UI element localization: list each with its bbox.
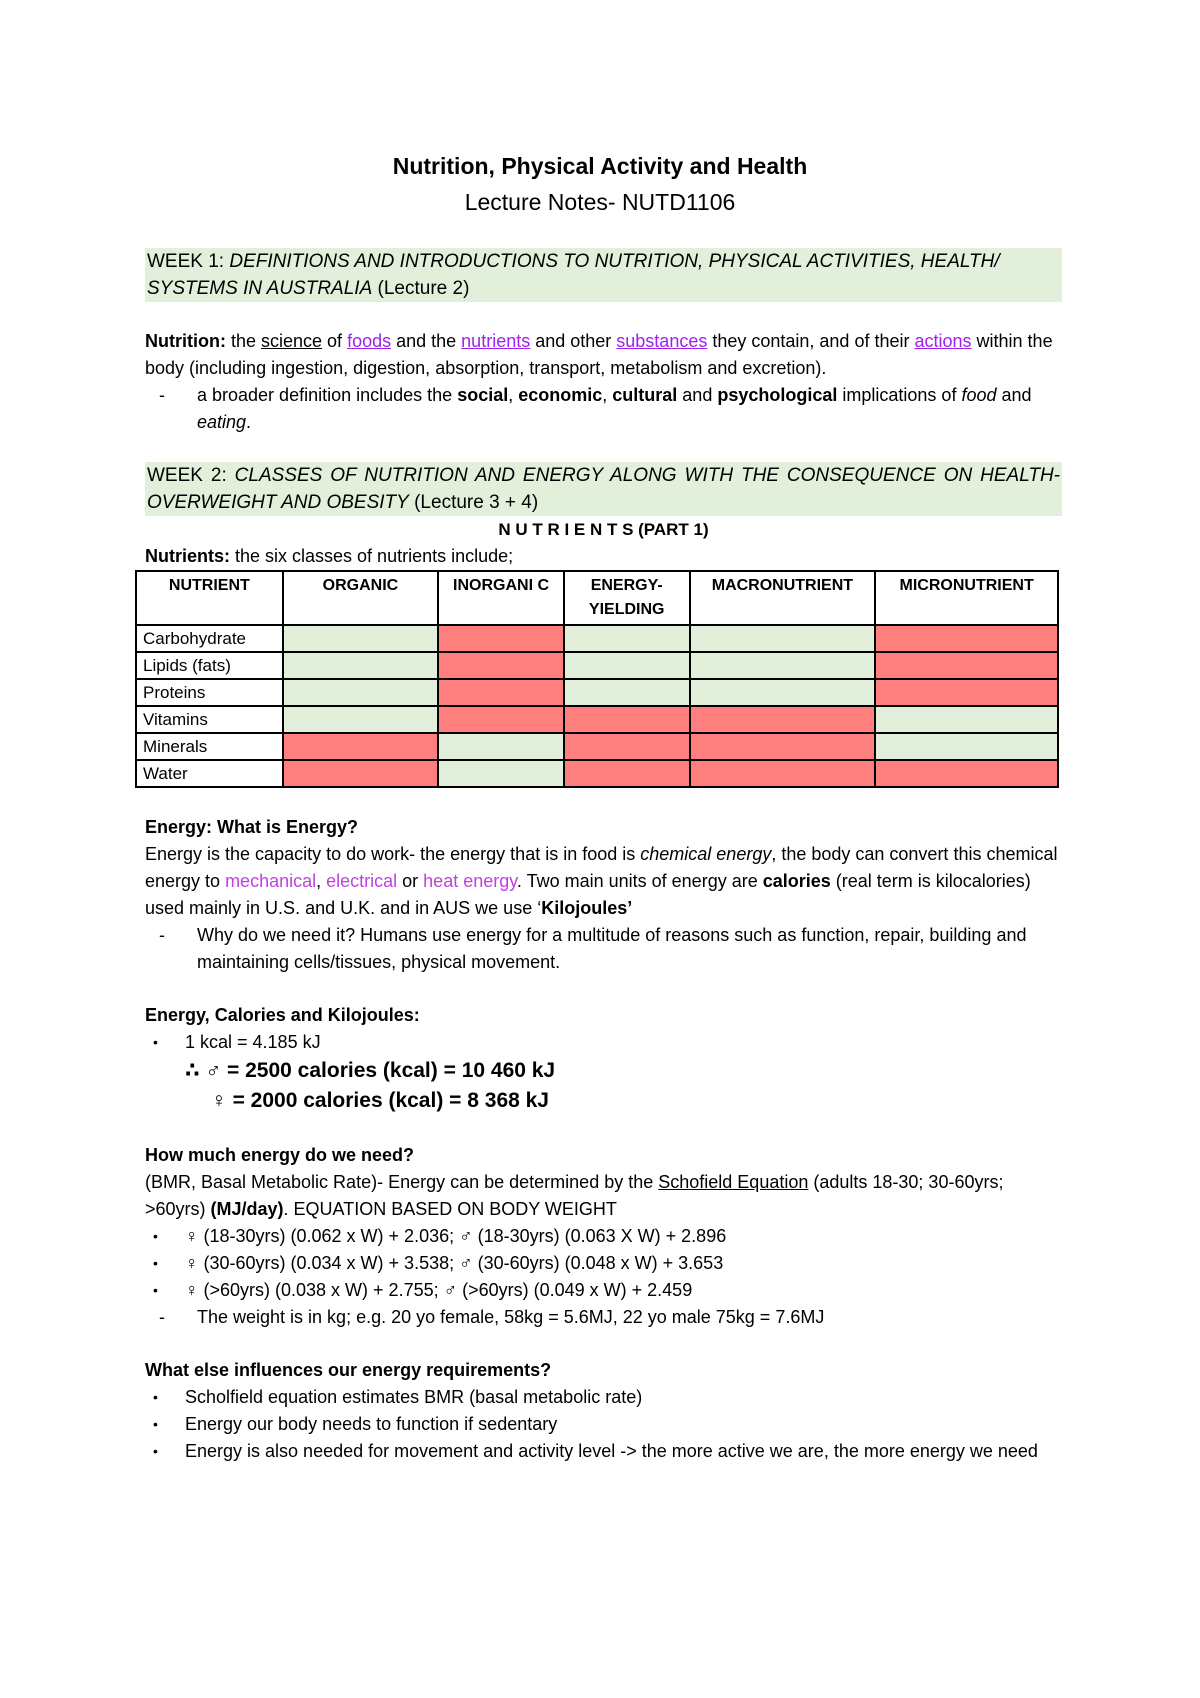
eating-word: eating xyxy=(197,412,247,432)
classification-cell-yes xyxy=(564,625,690,652)
female-energy-line: ♀ = 2000 calories (kcal) = 8 368 kJ xyxy=(211,1089,549,1112)
energy-why-text: Why do we need it? Humans use energy for a multitude of reasons such as function, repair, building and maintaining cells/tissues, physical movement. xyxy=(197,925,1027,972)
cultural-word: cultural xyxy=(612,385,678,405)
equation-item xyxy=(145,1223,1062,1250)
foods-link[interactable]: foods xyxy=(347,331,392,351)
nutrient-name-cell: Carbohydrate xyxy=(136,625,283,652)
classification-cell-yes xyxy=(875,733,1058,760)
classification-cell-yes xyxy=(283,679,438,706)
week2-lecture: (Lecture 3 + 4) xyxy=(408,492,539,513)
nutrient-name-cell: Lipids (fats) xyxy=(136,652,283,679)
column-header: MACRONUTRIENT xyxy=(690,571,876,625)
text-run: the six classes of nutrients include; xyxy=(230,546,514,566)
mj-day-term: (MJ/day) xyxy=(210,1199,284,1219)
classification-cell-yes xyxy=(564,652,690,679)
calories-term: calories xyxy=(762,871,831,891)
table-row xyxy=(136,625,1058,652)
broader-definition xyxy=(197,382,1062,436)
kcal-text: 1 kcal = 4.185 kJ xyxy=(185,1032,321,1052)
equation-item xyxy=(145,1250,1062,1277)
influence-text: Scholfield equation estimates BMR (basal metabolic rate) xyxy=(185,1387,643,1407)
classification-cell-no xyxy=(875,760,1058,787)
energy-paragraph xyxy=(145,841,1062,922)
text-run: . xyxy=(246,412,252,432)
classification-cell-yes xyxy=(564,679,690,706)
classification-cell-yes xyxy=(283,706,438,733)
classification-cell-no xyxy=(875,679,1058,706)
table-header-row xyxy=(136,571,1058,625)
page-subtitle: Lecture Notes- NUTD1106 xyxy=(464,189,736,215)
text-run: implications of xyxy=(837,385,962,405)
dash-marker: - xyxy=(159,385,165,405)
text-run: , xyxy=(602,385,613,405)
column-header: INORGANI C xyxy=(438,571,564,625)
text-run: (adults 18-30; 30-60yrs; >60yrs) xyxy=(145,1172,1004,1219)
column-header: ORGANIC xyxy=(283,571,438,625)
classification-cell-no xyxy=(283,760,438,787)
classification-cell-no xyxy=(438,706,564,733)
text-run: and xyxy=(677,385,718,405)
table-row xyxy=(136,706,1058,733)
classification-cell-no xyxy=(564,760,690,787)
substances-link[interactable]: substances xyxy=(616,331,708,351)
nutrient-name-cell: Minerals xyxy=(136,733,283,760)
weight-example-text: The weight is in kg; e.g. 20 yo female, 58kg = 5.6MJ, 22 yo male 75kg = 7.6MJ xyxy=(197,1307,825,1327)
classification-cell-yes xyxy=(283,625,438,652)
bullet-marker: • xyxy=(153,1389,158,1405)
bullet-marker: • xyxy=(153,1282,158,1298)
kcal-item xyxy=(145,1029,1062,1056)
text-run: and other xyxy=(530,331,617,351)
nutrients-section-heading: N U T R I E N T S (PART 1) xyxy=(498,520,709,539)
text-run: Energy is the capacity to do work- the energy that is in food is xyxy=(145,844,641,864)
economic-word: economic xyxy=(518,385,603,405)
text-run: , the body can convert this chemical energy to xyxy=(145,844,1058,891)
classification-cell-no xyxy=(875,652,1058,679)
equation-text: ♀ (>60yrs) (0.038 x W) + 2.755; ♂ (>60yrs) (0.049 x W) + 2.459 xyxy=(185,1280,693,1300)
classification-cell-yes xyxy=(438,760,564,787)
classification-cell-yes xyxy=(875,706,1058,733)
week2-heading xyxy=(145,462,1062,516)
energy-why-item xyxy=(145,922,1062,976)
column-header: MICRONUTRIENT xyxy=(875,571,1058,625)
classification-cell-no xyxy=(564,733,690,760)
document-content xyxy=(145,248,1062,1465)
text-run: or xyxy=(397,871,424,891)
equation-text: ♀ (18-30yrs) (0.062 x W) + 2.036; ♂ (18-30yrs) (0.063 X W) + 2.896 xyxy=(185,1226,727,1246)
classification-cell-no xyxy=(564,706,690,733)
page-title: Nutrition, Physical Activity and Health xyxy=(392,153,808,179)
table-row xyxy=(136,652,1058,679)
nutrients-table xyxy=(135,570,1059,788)
text-run: of xyxy=(322,331,348,351)
classification-cell-yes xyxy=(690,652,876,679)
bullet-marker: • xyxy=(153,1034,158,1050)
week2-topic: CLASSES OF NUTRITION AND ENERGY ALONG WITH THE CONSEQUENCE ON HEALTH- OVERWEIGHT AND OBESITY xyxy=(147,465,1061,513)
electrical-term: electrical xyxy=(326,871,398,891)
column-header: NUTRIENT xyxy=(136,571,283,625)
classification-cell-yes xyxy=(283,652,438,679)
classification-cell-no xyxy=(438,652,564,679)
heat-energy-term: heat energy xyxy=(423,871,517,891)
week1-lecture: (Lecture 2) xyxy=(372,278,470,299)
nutrients-intro xyxy=(145,543,1062,570)
text-run: a broader definition includes the xyxy=(197,385,458,405)
classification-cell-yes xyxy=(690,679,876,706)
classification-cell-yes xyxy=(438,733,564,760)
text-run: they contain, and of their xyxy=(707,331,915,351)
text-run: and xyxy=(996,385,1032,405)
nutrition-definition xyxy=(145,328,1062,382)
classification-cell-no xyxy=(438,679,564,706)
need-paragraph xyxy=(145,1169,1062,1223)
text-run: within the body (including ingestion, digestion, absorption, transport, metabolism and excretion). xyxy=(145,331,1053,378)
influence-item xyxy=(145,1384,1062,1411)
nutrient-name-cell: Proteins xyxy=(136,679,283,706)
table-row xyxy=(136,679,1058,706)
text-run: and the xyxy=(391,331,462,351)
food-word: food xyxy=(961,385,997,405)
classification-cell-no xyxy=(690,760,876,787)
science-word: science xyxy=(261,331,323,351)
text-run: , xyxy=(316,871,327,891)
nutrition-term: Nutrition: xyxy=(145,331,226,351)
chemical-energy-term: chemical energy xyxy=(640,844,772,864)
mechanical-term: mechanical xyxy=(225,871,317,891)
week1-heading xyxy=(145,248,1062,302)
weight-example-item xyxy=(145,1304,1062,1331)
week1-topic: DEFINITIONS AND INTRODUCTIONS TO NUTRITION, PHYSICAL ACTIVITIES, HEALTH/ SYSTEMS IN AUSTRALIA xyxy=(147,251,1000,299)
table-row xyxy=(136,760,1058,787)
text-run: (BMR, Basal Metabolic Rate)- Energy can be determined by the xyxy=(145,1172,659,1192)
actions-link[interactable]: actions xyxy=(914,331,972,351)
equation-text: ♀ (30-60yrs) (0.034 x W) + 3.538; ♂ (30-60yrs) (0.048 x W) + 3.653 xyxy=(185,1253,724,1273)
week1-label: WEEK 1: xyxy=(147,251,230,272)
table-row xyxy=(136,733,1058,760)
equation-item xyxy=(145,1277,1062,1304)
classification-cell-no xyxy=(690,706,876,733)
dash-marker: - xyxy=(159,925,165,945)
ekc-heading: Energy, Calories and Kilojoules: xyxy=(145,1005,420,1025)
bullet-marker: • xyxy=(153,1416,158,1432)
text-run: the xyxy=(225,331,262,351)
influence-text: Energy is also needed for movement and activity level -> the more active we are, the more energy we need xyxy=(185,1441,1038,1461)
influences-heading: What else influences our energy requirements? xyxy=(145,1360,552,1380)
text-run: , xyxy=(508,385,519,405)
broader-definition-item xyxy=(145,382,1062,436)
bullet-marker: • xyxy=(153,1255,158,1271)
influence-item xyxy=(145,1438,1062,1465)
influence-item xyxy=(145,1411,1062,1438)
nutrients-term: Nutrients: xyxy=(145,546,230,566)
dash-marker: - xyxy=(159,1307,165,1327)
need-heading: How much energy do we need? xyxy=(145,1145,415,1165)
bullet-marker: • xyxy=(153,1443,158,1459)
classification-cell-no xyxy=(438,625,564,652)
column-header: ENERGY- YIELDING xyxy=(564,571,690,625)
classification-cell-no xyxy=(875,625,1058,652)
nutrient-name-cell: Vitamins xyxy=(136,706,283,733)
week2-label: WEEK 2: xyxy=(147,465,235,486)
nutrient-name-cell: Water xyxy=(136,760,283,787)
psychological-word: psychological xyxy=(717,385,838,405)
classification-cell-no xyxy=(283,733,438,760)
male-energy-line: ∴ ♂ = 2500 calories (kcal) = 10 460 kJ xyxy=(185,1059,556,1082)
nutrients-link[interactable]: nutrients xyxy=(461,331,531,351)
text-run: . Two main units of energy are xyxy=(516,871,763,891)
classification-cell-no xyxy=(690,733,876,760)
kilojoules-term: Kilojoules’ xyxy=(541,898,633,918)
bullet-marker: • xyxy=(153,1228,158,1244)
influence-text: Energy our body needs to function if sedentary xyxy=(185,1414,558,1434)
social-word: social xyxy=(457,385,509,405)
energy-heading: Energy: What is Energy? xyxy=(145,817,359,837)
classification-cell-yes xyxy=(690,625,876,652)
text-run: . EQUATION BASED ON BODY WEIGHT xyxy=(283,1199,617,1219)
text-run: (real term is kilocalories) used mainly in U.S. and U.K. and in AUS we use ‘ xyxy=(145,871,1031,918)
table-body xyxy=(136,625,1058,787)
schofield-term: Schofield Equation xyxy=(658,1172,809,1192)
